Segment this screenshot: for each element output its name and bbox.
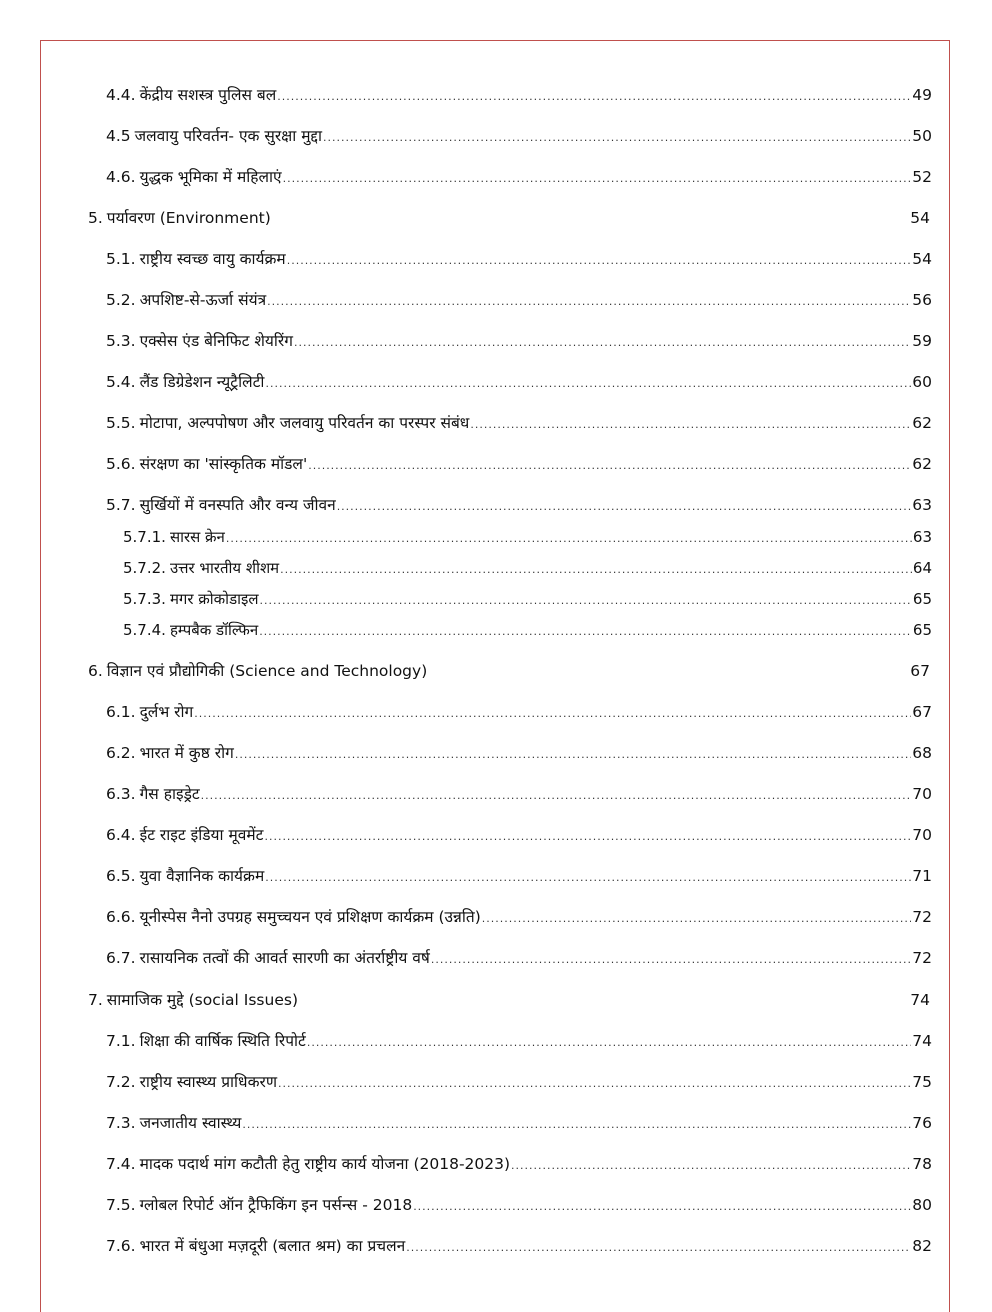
toc-entry-number: 4.5 [106, 127, 131, 145]
toc-entry-number: 5.7.4. [123, 621, 166, 639]
toc-entry-title: एक्सेस एंड बेनिफिट शेयरिंग [139, 332, 293, 350]
toc-entry-title: युवा वैज्ञानिक कार्यक्रम [139, 867, 265, 885]
toc-page-number: 74 [910, 991, 930, 1009]
dot-leader [226, 529, 912, 549]
toc-entry[interactable] [106, 85, 932, 107]
dot-leader [264, 827, 911, 847]
dot-leader [260, 591, 912, 611]
dot-leader [482, 909, 912, 929]
toc-entry-number: 7.2. [106, 1073, 136, 1091]
dot-leader [323, 128, 911, 148]
toc-entry-title: विज्ञान एवं प्रौद्योगिकी (Science and Technology) [106, 662, 428, 680]
dot-leader [283, 169, 912, 189]
toc-entry[interactable] [106, 126, 932, 148]
toc-section-heading[interactable] [88, 208, 930, 228]
toc-entry[interactable] [106, 907, 932, 929]
toc-entry[interactable] [123, 558, 932, 580]
toc-entry-title: मगर क्रोकोडाइल [169, 590, 259, 608]
toc-entry-title: राष्ट्रीय स्वास्थ्य प्राधिकरण [139, 1073, 278, 1091]
dot-leader [235, 745, 911, 765]
toc-page-number: 67 [910, 662, 930, 680]
toc-entry-title: युद्धक भूमिका में महिलाएं [139, 168, 282, 186]
toc-entry[interactable] [106, 1072, 932, 1094]
toc-entry[interactable] [123, 527, 932, 549]
toc-entry-number: 6.5. [106, 867, 136, 885]
toc-entry[interactable] [106, 784, 932, 806]
toc-entry-title: भारत में कुष्ठ रोग [139, 744, 234, 762]
dot-leader [242, 1115, 911, 1135]
toc-page-number: 70 [912, 785, 932, 803]
dot-leader [265, 868, 911, 888]
toc-entry-number: 5.6. [106, 455, 136, 473]
toc-page-number: 80 [912, 1196, 932, 1214]
toc-page-number: 62 [912, 414, 932, 432]
toc-entry-number: 7.3. [106, 1114, 136, 1132]
dot-leader [413, 1197, 911, 1217]
toc-entry-number: 5.3. [106, 332, 136, 350]
toc-entry[interactable] [106, 249, 932, 271]
toc-entry-title: जनजातीय स्वास्थ्य [139, 1114, 242, 1132]
toc-page-number: 52 [912, 168, 932, 186]
toc-entry[interactable] [106, 290, 932, 312]
toc-entry-title: राष्ट्रीय स्वच्छ वायु कार्यक्रम [139, 250, 286, 268]
toc-entry-number: 6.1. [106, 703, 136, 721]
toc-entry[interactable] [106, 1031, 932, 1053]
toc-page-number: 64 [912, 559, 932, 577]
toc-entry-title: अपशिष्ट-से-ऊर्जा संयंत्र [139, 291, 267, 309]
toc-page-number: 76 [912, 1114, 932, 1132]
dot-leader [511, 1156, 911, 1176]
toc-section-heading[interactable] [88, 661, 930, 681]
toc-entry-number: 6.6. [106, 908, 136, 926]
toc-entry[interactable] [106, 866, 932, 888]
toc-page-number: 49 [912, 86, 932, 104]
dot-leader [278, 1074, 911, 1094]
toc-section-heading[interactable] [88, 990, 930, 1010]
toc-page-number: 63 [912, 528, 932, 546]
toc-entry[interactable] [106, 167, 932, 189]
toc-page-number: 54 [912, 250, 932, 268]
toc-page-number: 71 [912, 867, 932, 885]
toc-entry[interactable] [106, 1113, 932, 1135]
toc-entry-number: 7.5. [106, 1196, 136, 1214]
toc-entry-number: 7.6. [106, 1237, 136, 1255]
toc-page-number: 56 [912, 291, 932, 309]
toc-page-number: 70 [912, 826, 932, 844]
dot-leader [337, 497, 912, 517]
dot-leader [267, 292, 911, 312]
toc-entry-number: 4.4. [106, 86, 136, 104]
toc-page-number: 74 [912, 1032, 932, 1050]
toc-entry-number: 5.5. [106, 414, 136, 432]
toc-page-number: 68 [912, 744, 932, 762]
toc-entry-number: 6.3. [106, 785, 136, 803]
toc-entry-title: पर्यावरण (Environment) [106, 209, 271, 227]
toc-page-number: 72 [912, 908, 932, 926]
toc-entry-number: 5.4. [106, 373, 136, 391]
toc-entry-title: ईट राइट इंडिया मूवमेंट [139, 826, 264, 844]
toc-page-number: 54 [910, 209, 930, 227]
toc-entry-number: 5.2. [106, 291, 136, 309]
toc-page-number: 72 [912, 949, 932, 967]
toc-entry-title: ग्लोबल रिपोर्ट ऑन ट्रैफिकिंग इन पर्सन्स - 2018 [139, 1196, 413, 1214]
toc-page-number: 60 [912, 373, 932, 391]
toc-entry[interactable] [123, 589, 932, 611]
toc-page-number: 78 [912, 1155, 932, 1173]
dot-leader [406, 1238, 911, 1258]
toc-entry[interactable] [106, 1195, 932, 1217]
toc-entry-number: 5.7.3. [123, 590, 166, 608]
toc-page-number: 63 [912, 496, 932, 514]
toc-entry-number: 7. [88, 991, 103, 1009]
toc-entry-number: 5.1. [106, 250, 136, 268]
toc-entry-title: यूनीस्पेस नैनो उपग्रह समुच्चयन एवं प्रशिक्षण कार्यक्रम (उन्नति) [139, 908, 481, 926]
toc-page-number: 62 [912, 455, 932, 473]
toc-entry-title: भारत में बंधुआ मज़दूरी (बलात श्रम) का प्रचलन [139, 1237, 406, 1255]
toc-entry-title: रासायनिक तत्वों की आवर्त सारणी का अंतर्राष्ट्रीय वर्ष [139, 949, 430, 967]
toc-entry[interactable] [106, 331, 932, 353]
toc-entry[interactable] [123, 620, 932, 642]
toc-page-number: 50 [912, 127, 932, 145]
toc-entry[interactable] [106, 702, 932, 724]
toc-entry-title: गैस हाइड्रेट [139, 785, 200, 803]
toc-page-number: 75 [912, 1073, 932, 1091]
toc-entry-number: 6.2. [106, 744, 136, 762]
toc-entry-number: 5. [88, 209, 103, 227]
dot-leader [280, 560, 912, 580]
toc-entry-title: केंद्रीय सशस्त्र पुलिस बल [139, 86, 277, 104]
toc-entry-title: सुर्खियों में वनस्पति और वन्य जीवन [139, 496, 336, 514]
toc-entry[interactable] [106, 825, 932, 847]
toc-entry[interactable] [106, 1236, 932, 1258]
dot-leader [431, 950, 911, 970]
toc-entry-number: 4.6. [106, 168, 136, 186]
toc-entry-number: 5.7.1. [123, 528, 166, 546]
toc-entry-title: मादक पदार्थ मांग कटौती हेतु राष्ट्रीय कार्य योजना (2018-2023) [139, 1155, 511, 1173]
dot-leader [287, 251, 912, 271]
toc-entry[interactable] [106, 454, 932, 476]
dot-leader [201, 786, 912, 806]
toc-page-number: 59 [912, 332, 932, 350]
toc-page-number: 82 [912, 1237, 932, 1255]
toc-entry[interactable] [106, 743, 932, 765]
toc-entry-number: 7.4. [106, 1155, 136, 1173]
toc-entry-title: शिक्षा की वार्षिक स्थिति रिपोर्ट [139, 1032, 306, 1050]
toc-page-number: 67 [912, 703, 932, 721]
toc-entry-title: हम्पबैक डॉल्फिन [169, 621, 259, 639]
toc-page-number: 65 [912, 621, 932, 639]
toc-entry[interactable] [106, 948, 932, 970]
dot-leader [277, 87, 911, 107]
toc-entry-number: 7.1. [106, 1032, 136, 1050]
toc-entry-title: मोटापा, अल्पपोषण और जलवायु परिवर्तन का परस्पर संबंध [139, 414, 470, 432]
dot-leader [194, 704, 911, 724]
toc-entry[interactable] [106, 1154, 932, 1176]
toc-entry-number: 6. [88, 662, 103, 680]
toc-entry-title: जलवायु परिवर्तन- एक सुरक्षा मुद्दा [134, 127, 323, 145]
toc-entry[interactable] [106, 495, 932, 517]
toc-entry-title: दुर्लभ रोग [139, 703, 194, 721]
toc-entry-title: उत्तर भारतीय शीशम [169, 559, 280, 577]
dot-leader [308, 456, 911, 476]
toc-entry[interactable] [106, 372, 932, 394]
dot-leader [307, 1033, 911, 1053]
toc-entry-title: सामाजिक मुद्दे (social Issues) [106, 991, 298, 1009]
dot-leader [265, 374, 911, 394]
toc-page-number: 65 [912, 590, 932, 608]
toc-entry-title: लैंड डिग्रेडेशन न्यूट्रैलिटी [139, 373, 265, 391]
toc-entry-number: 6.7. [106, 949, 136, 967]
toc-entry-number: 5.7.2. [123, 559, 166, 577]
dot-leader [470, 415, 911, 435]
toc-entry-title: संरक्षण का 'सांस्कृतिक मॉडल' [139, 455, 308, 473]
toc-entry-number: 6.4. [106, 826, 136, 844]
toc-entry-number: 5.7. [106, 496, 136, 514]
dot-leader [259, 622, 912, 642]
dot-leader [294, 333, 911, 353]
toc-entry[interactable] [106, 413, 932, 435]
toc-entry-title: सारस क्रेन [169, 528, 225, 546]
